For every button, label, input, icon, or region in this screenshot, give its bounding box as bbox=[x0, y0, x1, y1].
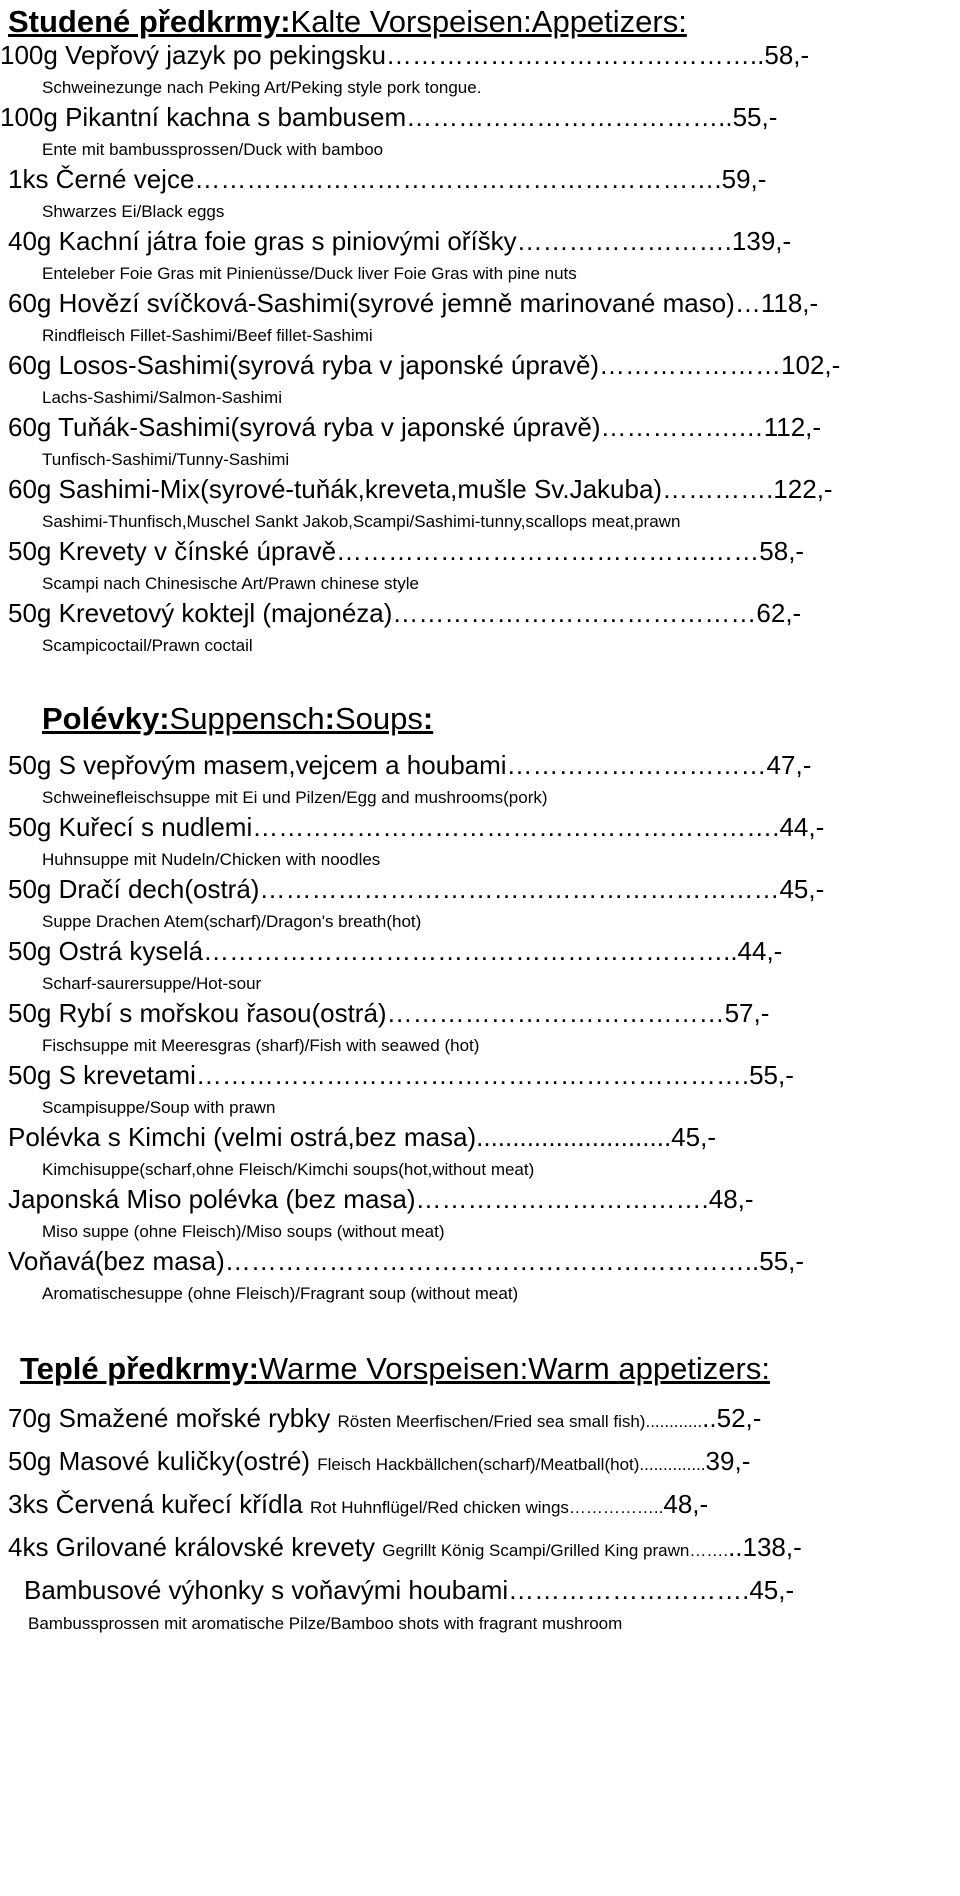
menu-item bbox=[8, 290, 818, 316]
menu-item-name: 50g S krevetami……………………………………………………….55,- bbox=[8, 1060, 794, 1090]
menu-item bbox=[8, 1062, 794, 1088]
menu-item bbox=[8, 228, 791, 254]
menu-item-translation: Schweinezunge nach Peking Art/Peking style pork tongue. bbox=[42, 78, 482, 97]
menu-item-name: 50g Rybí s mořskou řasou(ostrá)…………………………………57,- bbox=[8, 998, 770, 1028]
menu-item-translation: Scampisuppe/Soup with prawn bbox=[42, 1098, 276, 1117]
menu-item-translation: Schweinefleischsuppe mit Ei und Pilzen/Egg and mushrooms(pork) bbox=[42, 788, 548, 807]
menu-item-translation: Rot Huhnflügel/Red chicken wings…………….. bbox=[310, 1498, 664, 1517]
menu-item-translation: Lachs-Sashimi/Salmon-Sashimi bbox=[42, 388, 282, 407]
menu-item-translation: Fleisch Hackbällchen(scharf)/Meatball(hot).............. bbox=[317, 1455, 706, 1474]
menu-item-translation: Fischsuppe mit Meeresgras (sharf)/Fish with seawed (hot) bbox=[42, 1036, 480, 1055]
section-title-rest: Kalte Vorspeisen:Appetizers: bbox=[290, 4, 687, 39]
menu-item-translation: Rindfleisch Fillet-Sashimi/Beef fillet-Sashimi bbox=[42, 326, 373, 345]
menu-item bbox=[0, 42, 809, 68]
menu-item bbox=[8, 1124, 716, 1150]
menu-item bbox=[8, 538, 804, 564]
section-title-bold: Teplé předkrmy: bbox=[20, 1351, 259, 1386]
menu-item bbox=[8, 600, 801, 626]
menu-item-translation: Scharf-saurersuppe/Hot-sour bbox=[42, 974, 262, 993]
menu-item-translation: Enteleber Foie Gras mit Pinienüsse/Duck liver Foie Gras with pine nuts bbox=[42, 264, 577, 283]
menu-item-name: 50g S vepřovým masem,vejcem a houbami…………………………47,- bbox=[8, 750, 812, 780]
menu-item-price: 39,- bbox=[705, 1446, 751, 1476]
menu-item-name: 40g Kachní játra foie gras s piniovými oříšky…………………….139,- bbox=[8, 226, 792, 256]
section-title-bold: Studené předkrmy: bbox=[8, 4, 291, 39]
menu-item-name: 50g Krevety v čínské úpravě…………………………………….……58,- bbox=[8, 536, 805, 566]
menu-item-translation: Kimchisuppe(scharf,ohne Fleisch/Kimchi soups(hot,without meat) bbox=[42, 1160, 535, 1179]
menu-item bbox=[8, 1000, 769, 1026]
menu-item-name: 60g Losos-Sashimi(syrová ryba v japonské úpravě)…………………102,- bbox=[8, 350, 841, 380]
menu-item-name: 4ks Grilované královské krevety bbox=[8, 1532, 383, 1562]
menu-item-name: 50g Kuřecí s nudlemi…………………………………………………….44,- bbox=[8, 812, 825, 842]
menu-item-translation: Miso suppe (ohne Fleisch)/Miso soups (without meat) bbox=[42, 1222, 445, 1241]
menu-item-name: Voňavá(bez masa)……………………………………………………..55,- bbox=[8, 1246, 805, 1276]
menu-item-translation: Scampicoctail/Prawn coctail bbox=[42, 636, 253, 655]
menu-item-name: 60g Tuňák-Sashimi(syrová ryba v japonské úpravě)…………….…112,- bbox=[8, 412, 822, 442]
menu-item-translation: Scampi nach Chinesische Art/Prawn chinese style bbox=[42, 574, 420, 593]
menu-item-translation: Shwarzes Ei/Black eggs bbox=[42, 202, 225, 221]
menu-item-name: Japonská Miso polévka (bez masa)…………………………….48,- bbox=[8, 1184, 754, 1214]
menu-item-name: 1ks Černé vejce…………………………………………………….59,- bbox=[8, 164, 767, 194]
menu-item-name: 70g Smažené mořské rybky bbox=[8, 1403, 338, 1433]
menu-item bbox=[8, 752, 811, 778]
menu-item-translation: Bambussprossen mit aromatische Pilze/Bamboo shots with fragrant mushroom bbox=[28, 1614, 623, 1633]
menu-item bbox=[8, 814, 824, 840]
menu-item bbox=[24, 1577, 794, 1603]
menu-item-name: 60g Hovězí svíčková-Sashimi(syrové jemně marinované maso)…118,- bbox=[8, 288, 819, 318]
menu-item-price: ..52,- bbox=[702, 1403, 762, 1433]
menu-item bbox=[0, 104, 777, 130]
menu-item-name: 100g Pikantní kachna s bambusem………………………………..55,- bbox=[0, 102, 778, 132]
menu-item bbox=[8, 876, 824, 902]
section-title-soups: Polévky:Suppensch:Soups: bbox=[42, 701, 434, 736]
menu-item bbox=[8, 938, 782, 964]
menu-item bbox=[8, 1186, 754, 1212]
section-title-warm-appetizers bbox=[20, 1353, 770, 1384]
menu-item-name: Bambusové výhonky s voňavými houbami……………………….45,- bbox=[24, 1575, 795, 1605]
menu-item bbox=[8, 476, 833, 502]
section-title-bold: Polévky: bbox=[42, 701, 170, 736]
section-title-cold-appetizers bbox=[8, 6, 687, 37]
menu-item-translation: Rösten Meerfischen/Fried sea small fish)............ bbox=[337, 1412, 703, 1431]
menu-item-name: 50g Krevetový koktejl (majonéza)……………………………………62,- bbox=[8, 598, 802, 628]
menu-item bbox=[8, 1248, 804, 1274]
section-title-rest: Warme Vorspeisen:Warm appetizers: bbox=[258, 1351, 770, 1386]
menu-item-name: 3ks Červená kuřecí křídla bbox=[8, 1489, 311, 1519]
menu-item-translation: Ente mit bambussprossen/Duck with bamboo bbox=[42, 140, 384, 159]
menu-item-translation: Tunfisch-Sashimi/Tunny-Sashimi bbox=[42, 450, 290, 469]
menu-item bbox=[8, 414, 821, 440]
menu-item-translation: Sashimi-Thunfisch,Muschel Sankt Jakob,Scampi/Sashimi-tunny,scallops meat,prawn bbox=[42, 512, 681, 531]
menu-item-translation: Aromatischesuppe (ohne Fleisch)/Fragrant soup (without meat) bbox=[42, 1284, 519, 1303]
menu-item-name: 50g Masové kuličky(ostré) bbox=[8, 1446, 318, 1476]
menu-item-price: ..138,- bbox=[728, 1532, 802, 1562]
menu-item bbox=[8, 352, 840, 378]
menu-item bbox=[8, 166, 766, 192]
menu-item-name: Polévka s Kimchi (velmi ostrá,bez masa)...........................45,- bbox=[8, 1122, 716, 1152]
menu-item-name: 60g Sashimi-Mix(syrové-tuňák,kreveta,mušle Sv.Jakuba)………….122,- bbox=[8, 474, 833, 504]
menu-item-price: 48,- bbox=[663, 1489, 709, 1519]
menu-item-translation: Suppe Drachen Atem(scharf)/Dragon's breath(hot) bbox=[42, 912, 422, 931]
menu-item-name: 50g Ostrá kyselá……………………………………………………..44,- bbox=[8, 936, 783, 966]
menu-item-name: 50g Dračí dech(ostrá)……………………………………………………45,- bbox=[8, 874, 825, 904]
menu-item-translation: Gegrillt König Scampi/Grilled King prawn……. bbox=[382, 1541, 729, 1560]
menu-item-name: 100g Vepřový jazyk po pekingsku……………………………………..58,- bbox=[0, 40, 810, 70]
menu-item-translation: Huhnsuppe mit Nudeln/Chicken with noodles bbox=[42, 850, 381, 869]
